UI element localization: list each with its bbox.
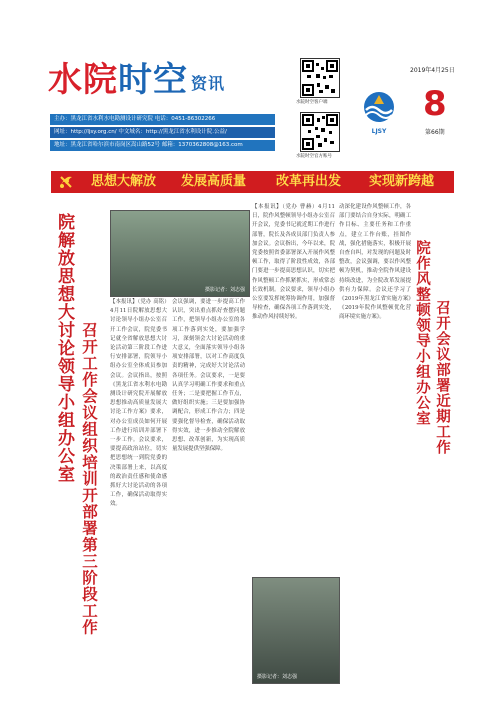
slogan-2: 发展高质量 [181, 174, 247, 189]
photo1-caption: 摄影记者：刘志强 [204, 287, 245, 293]
emblem-label: LJSY [371, 128, 387, 135]
water-emblem-icon [360, 90, 398, 124]
qr-pattern-icon [301, 59, 339, 97]
qr-code-app [300, 58, 340, 98]
right-article-col1: 【本报讯】（党办 曹赫）4月11日，院作风整顿领导小组办公室召开会议，党委书记就近期工作进行部署，院长及各成员部门负责人参加会议。会议指出，今年以来，院党委按照省委部署深入开展作风整顿工作，取得了阶段性成效，各部门要进一步提高思想认识，切实把作风整顿工作抓紧抓实，形成常态长效机制。会议要求，领导小组办公室要发挥统筹协调作用，加强督导检查，确保各项工作落到实处，推动作风持续好转。 [252, 204, 335, 321]
left-article-subtitle: 召开工作会议组织培训开部署第三阶段工作 [80, 322, 99, 636]
info-row-3: 地址：黑龙江省哈尔滨市南岗区嵩山路52号 邮箱：1370362808@163.com [50, 140, 275, 151]
masthead-part2: 时空 [118, 60, 188, 100]
right-article-title: 院作风整顿领导小组办公室 [414, 240, 431, 426]
masthead-part3: 资讯 [191, 74, 226, 93]
right-article-subtitle: 召开会议部署近期工作 [434, 300, 451, 455]
qr-pattern-icon [301, 113, 339, 151]
slogan-3: 改革再出发 [276, 174, 342, 189]
institute-emblem [360, 90, 398, 134]
qr-code-official [300, 112, 340, 152]
qr-caption-app: 水院时空客户端 [296, 100, 328, 105]
photo2-caption: 摄影记者：刘志强 [257, 674, 298, 680]
issue-number: 8 [423, 84, 447, 124]
slogan-4: 实现新跨越 [369, 174, 435, 189]
masthead-part1: 水院 [48, 60, 118, 100]
left-article-col2: 会议强调，要进一步提高工作认识，突出重点抓好查摆问题工作，把领导小组办公室的各项工作落到实处，要加强学习，深刻领会大讨论活动的重大意义，全面落实领导小组各项安排部署，以对工作高度负责的精神，完成好大讨论活动各项任务。会议要求，一是要认真学习明确工作要求和重点任务；二是要把握工作节点，做好组织实施；三是要加强协调配合，形成工作合力；四是要强化督导检查，确保活动取得实效，进一步推动全院解放思想、改革创新，为实现高质量发展提供坚强保障。 [172, 299, 245, 453]
meeting-photo-1 [110, 210, 250, 297]
info-row-1: 主办：黑龙江省水利水电勘测设计研究院 电话：0451-86302266 [50, 114, 275, 125]
left-article-col1: 【本报讯】（党办 高铭）4月11日院解放思想大讨论领导小组办公室召开工作会议，院党委书记就全省解放思想大讨论活动第三阶段工作进行安排部署，院领导小组办公室全体成员参加会议。会议指出，按照《黑龙江省水利水电勘测设计研究院开展解放思想推动高质量发展大讨论工作方案》要求，对办公室成员如何开展工作进行培训并部署下一步工作。会议要求，要提高政治站位，切实把思想统一到院党委的决策部署上来，以高度的政治责任感和使命感抓好大讨论活动的各项工作，确保活动取得实效。 [110, 299, 167, 508]
info-row-2: 网址：http://ljsy.org.cn/ 中文域名：http://黑龙江省水利设计院.公益/ [50, 127, 275, 138]
newspaper-masthead [48, 62, 225, 102]
meeting-photo-2 [252, 577, 340, 684]
left-article-title: 院解放思想大讨论领导小组办公室 [54, 213, 74, 483]
issue-date: 2019年4月25日 [410, 67, 455, 74]
party-emblem-icon [57, 173, 75, 191]
qr-caption-official: 水院时空官方账号 [296, 154, 332, 159]
right-article-col2: 动深化建设作风整顿工作，各部门要结合自身实际，明确工作目标、主要任务和工作重点，建立工作台账，挂图作战，强化措施落实，积极开展自查自纠，对发现的问题及时整改，会议强调，要以作风整顿为契机，推动全院作风建设持续改进，为全院改革发展提供有力保障。会议还学习了《2019年黑龙江省实施方案》《2019年院作风整顿优化营商环境实施方案》。 [339, 204, 411, 321]
slogan-1: 思想大解放 [91, 174, 157, 189]
issue-total: 第66期 [425, 129, 445, 136]
slogan-banner [51, 171, 454, 193]
